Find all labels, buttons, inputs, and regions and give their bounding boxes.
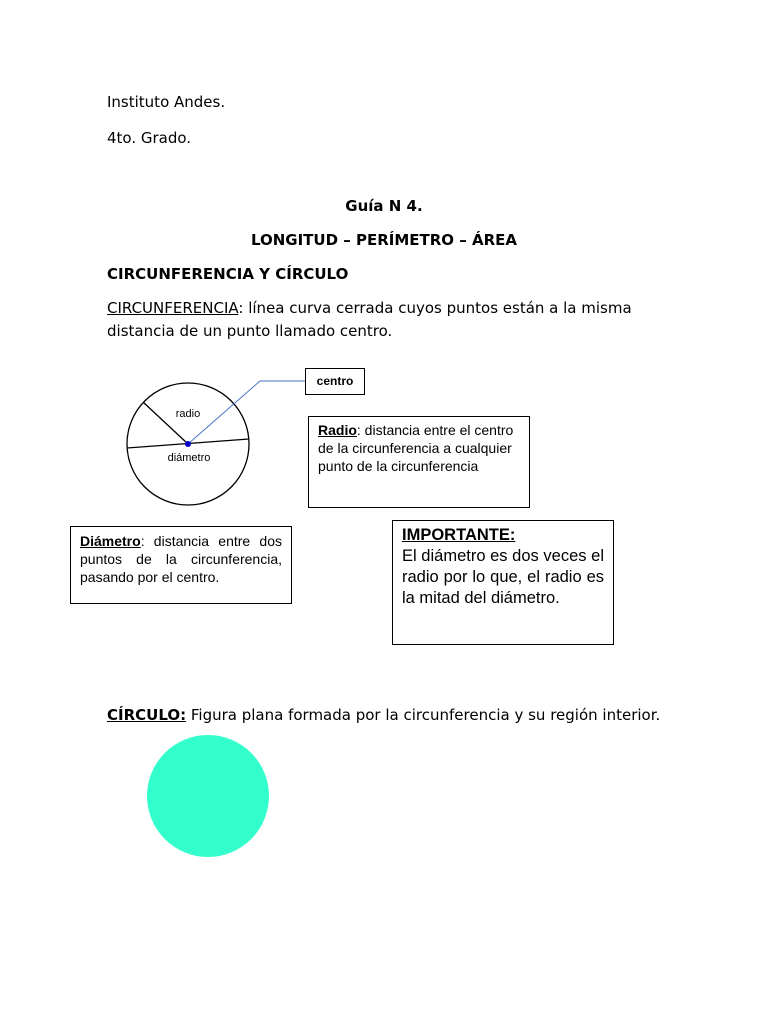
diametro-text: : distancia entre dos puntos de la circunferencia, pasando por el centro. (80, 533, 282, 585)
circunferencia-term: CIRCUNFERENCIA (107, 299, 239, 317)
grade-label: 4to. Grado. (107, 129, 192, 147)
institute-name: Instituto Andes. (107, 93, 226, 111)
diametro-label: diámetro (167, 452, 211, 464)
center-point (185, 441, 191, 447)
diametro-definition-box (70, 526, 292, 604)
circulo-term: CÍRCULO: (107, 706, 187, 724)
circulo-text: Figura plana formada por la circunferencia y su región interior. (186, 706, 661, 724)
diametro-term: Diámetro (80, 533, 141, 549)
circunferencia-text-line2: distancia de un punto llamado centro. (107, 322, 393, 340)
circulo-figure (140, 728, 280, 868)
radio-text: : distancia entre el centro de la circunferencia a cualquier punto de la circunferencia (318, 422, 514, 474)
guide-subtitle: LONGITUD – PERÍMETRO – ÁREA (250, 231, 518, 249)
section-heading: CIRCUNFERENCIA Y CÍRCULO (107, 265, 349, 283)
importante-box (392, 520, 614, 645)
filled-circle (147, 735, 269, 857)
radio-definition-box (308, 416, 530, 508)
centro-label-box: centro (305, 368, 365, 395)
radio-label: radio (175, 408, 201, 420)
importante-title: IMPORTANTE: (402, 526, 516, 544)
centro-leader-line (188, 381, 305, 444)
circunferencia-text-line1: : línea curva cerrada cuyos puntos están a la misma (238, 299, 632, 317)
radio-term: Radio (318, 422, 357, 438)
importante-text: El diámetro es dos veces el radio por lo que, el radio es la mitad del diámetro. (402, 547, 604, 607)
guide-title: Guía N 4. (345, 197, 423, 215)
circulo-definition (107, 705, 660, 725)
